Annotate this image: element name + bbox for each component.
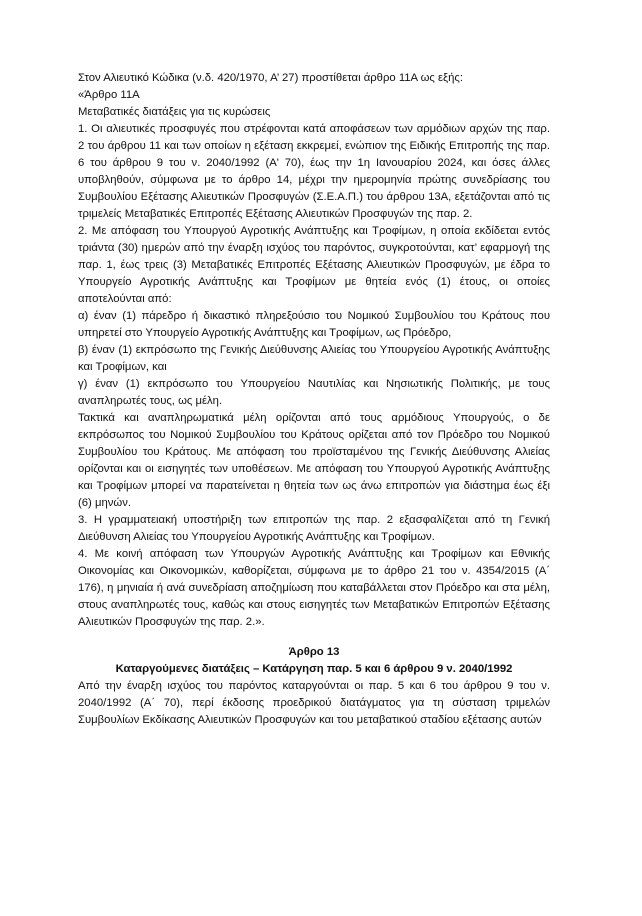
article-13-title: Καταργούμενες διατάξεις – Κατάργηση παρ. 5 και 6 άρθρου 9 ν. 2040/1992 [115,663,513,675]
paragraph-1: 1. Οι αλιευτικές προσφυγές που στρέφονται κατά αποφάσεων των αρμόδιων αρχών της παρ. 2 του άρθρου 11 και των οποίων η εξέταση εκκρεμεί, ενώπιον της Ειδικής Επιτροπής της παρ. 6 του άρθρου 9 του ν. 2040/1992 (Α' 70), έως την 1η Ιανουαρίου 2024, και όσες άλλες υποβληθούν, σύμφωνα με το άρθρο 14, μέχρι την ημερομηνία πρώτης συνεδρίασης του Συμβουλίου Εξέτασης Αλιευτικών Προσφυγών (Σ.Ε.Α.Π.) του άρθρου 13Α, εξετάζονται από τις τριμελείς Μεταβατικές Επιτροπές Εξέτασης Αλιευτικών Προσφυγών της παρ. 2. [78,123,550,220]
article-11a-title: Μεταβατικές διατάξεις για τις κυρώσεις [78,106,271,118]
item-a: α) έναν (1) πάρεδρο ή δικαστικό πληρεξούσιο του Νομικού Συμβουλίου του Κράτους που υπηρετεί στο Υπουργείο Αγροτικής Ανάπτυξης και Τροφίμων, ως Πρόεδρο, [78,310,550,339]
intro-line: Στον Αλιευτικό Κώδικα (ν.δ. 420/1970, Α’ 27) προστίθεται άρθρο 11Α ως εξής: [78,72,463,84]
article-11a-heading: «Άρθρο 11Α [78,89,140,101]
item-b: β) έναν (1) εκπρόσωπο της Γενικής Διεύθυνσης Αλιείας του Υπουργείου Αγροτικής Ανάπτυξης και Τροφίμων, και [78,344,550,373]
article-13-body: Από την έναρξη ισχύος του παρόντος καταργούνται οι παρ. 5 και 6 του άρθρου 9 του ν. 2040/1992 (Α΄ 70), περί έκδοσης προεδρικού διατάγματος για τη σύσταση τριμελών Συμβουλίων Εκδίκασης Αλιευτικών Προσφυγών και του μεταβατικού σταδίου εξέτασης αυτών [78,680,550,726]
document-page [78,70,550,729]
paragraph-4: 4. Με κοινή απόφαση των Υπουργών Αγροτικής Ανάπτυξης και Τροφίμων και Εθνικής Οικονομίας και Οικονομικών, καθορίζεται, σύμφωνα με το άρθρο 21 του ν. 4354/2015 (Α΄ 176), η μηνιαία ή ανά συνεδρίαση αποζημίωση που καταβάλλεται στον Πρόεδρο και στα μέλη, στους αναπληρωτές τους, καθώς και στους εισηγητές των Μεταβατικών Επιτροπών Εξέτασης Αλιευτικών Προσφυγών της παρ. 2.». [78,548,550,628]
article-13-number: Άρθρο 13 [288,646,340,658]
members-paragraph: Τακτικά και αναπληρωματικά μέλη ορίζονται από τους αρμόδιους Υπουργούς, ο δε εκπρόσωπος του Νομικού Συμβουλίου του Κράτους ορίζεται από τον Πρόεδρο του Νομικού Συμβουλίου του Κράτους. Με απόφαση του προϊσταμένου της Γενικής Διεύθυνσης Αλιείας ορίζονται και οι εισηγητές των υποθέσεων. Με απόφαση του Υπουργού Αγροτικής Ανάπτυξης και Τροφίμων μπορεί να παρατείνεται η θητεία των ως άνω επιτροπών για διάστημα έως έξι (6) μηνών. [78,412,550,509]
item-c: γ) έναν (1) εκπρόσωπο του Υπουργείου Ναυτιλίας και Νησιωτικής Πολιτικής, με τους αναπληρωτές τους, ως μέλη. [78,378,550,407]
paragraph-3: 3. Η γραμματειακή υποστήριξη των επιτροπών της παρ. 2 εξασφαλίζεται από τη Γενική Διεύθυνση Αλιείας του Υπουργείου Αγροτικής Ανάπτυξης και Τροφίμων. [78,514,550,543]
paragraph-2: 2. Με απόφαση του Υπουργού Αγροτικής Ανάπτυξης και Τροφίμων, η οποία εκδίδεται εντός τριάντα (30) ημερών από την έναρξη ισχύος του παρόντος, συγκροτούνται, κατ’ εφαρμογή της παρ. 1, έως τρεις (3) Μεταβατικές Επιτροπές Εξέτασης Αλιευτικών Προσφυγών, με έδρα το Υπουργείο Αγροτικής Ανάπτυξης και Τροφίμων με θητεία ενός (1) έτους, οι οποίες αποτελούνται από: [78,225,550,305]
